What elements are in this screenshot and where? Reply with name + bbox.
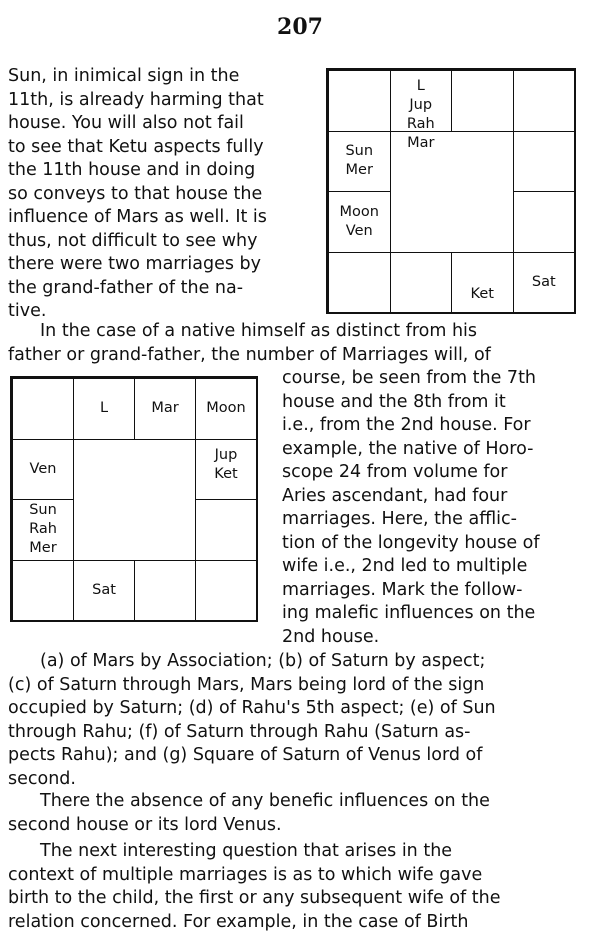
planet-label: Rah: [29, 521, 57, 538]
text-line: tive.: [8, 301, 47, 321]
chart-house-r2c3: [195, 499, 257, 561]
planet-label: Ven: [29, 460, 57, 477]
chart-house-r0c2: [451, 70, 514, 132]
text-line: (c) of Saturn through Mars, Mars being lord of the sign: [8, 674, 485, 695]
chart-house-r1c3: [195, 439, 257, 501]
planet-label: Rah: [406, 116, 435, 132]
text-line: thus, not difficult to see why: [8, 230, 258, 251]
horoscope-chart-1: [326, 68, 576, 314]
text-line: tion of the longevity house of: [282, 532, 540, 553]
text-line: context of multiple marriages is as to which wife gave: [8, 864, 483, 885]
chart-house-r0c1: [73, 378, 135, 440]
planet-label: Moon: [206, 400, 246, 417]
planet-label: Mar: [151, 400, 179, 417]
middle-paragraph-start: [8, 320, 593, 367]
text-line: scope 24 from volume for: [282, 462, 508, 482]
chart-center: [390, 131, 513, 252]
planet-label: Sun: [345, 143, 374, 160]
text-line: Sun, in inimical sign in the: [8, 66, 240, 86]
text-line: marriages. Mark the follow-: [282, 579, 523, 600]
chart-center: [73, 439, 195, 560]
chart-house-r2c0: [328, 191, 391, 253]
planet-label: Moon: [339, 203, 379, 220]
text-line: wife i.e., 2nd led to multiple: [282, 556, 528, 576]
chart-house-r3c2: [451, 252, 514, 314]
chart-house-r3c2: [134, 560, 196, 622]
text-line: relation concerned. For example, in the case of Birth: [8, 911, 469, 932]
influences-paragraph: [8, 650, 593, 791]
planet-label: Mer: [29, 540, 57, 557]
text-line: example, the native of Horo-: [282, 438, 534, 459]
planet-label: Ket: [214, 465, 238, 482]
chart-house-r1c3: [513, 131, 576, 193]
text-line: i.e., from the 2nd house. For: [282, 415, 531, 435]
chart-house-r3c1: [390, 252, 453, 314]
planet-label: Sat: [531, 273, 556, 290]
text-line: house. You will also not fail: [8, 113, 244, 133]
planet-label: Sat: [92, 581, 116, 598]
planet-label: Sun: [29, 502, 57, 519]
next-paragraph: [8, 840, 593, 934]
absence-paragraph: [8, 790, 593, 837]
planet-label: Mer: [345, 162, 373, 179]
chart-house-r3c0: [12, 560, 74, 622]
chart-house-r0c1: [390, 70, 453, 151]
planet-label: L: [99, 400, 109, 417]
text-line: occupied by Saturn; (d) of Rahu's 5th aspect; (e) of Sun: [8, 698, 496, 718]
text-line: father or grand-father, the number of Marriages will, of: [8, 344, 491, 365]
chart-house-r0c3: [195, 378, 257, 440]
text-line: birth to the child, the first or any subsequent wife of the: [8, 888, 501, 908]
text-line: 11th, is already harming that: [8, 89, 264, 110]
text-line: Aries ascendant, had four: [282, 485, 508, 506]
chart-house-r0c3: [513, 70, 576, 132]
text-line: There the absence of any benefic influences on the: [40, 791, 490, 811]
text-line: (a) of Mars by Association; (b) of Saturn by aspect;: [40, 651, 486, 671]
intro-paragraph: [8, 65, 308, 324]
chart-house-r0c0: [12, 378, 74, 440]
planet-label: L: [416, 78, 425, 94]
text-line: the grand-father of the na-: [8, 277, 244, 298]
text-line: The next interesting question that arises in the: [40, 841, 453, 861]
chart-house-r3c0: [328, 252, 391, 314]
text-line: house and the 8th from it: [282, 391, 506, 412]
horoscope-chart-2: [10, 376, 258, 622]
text-line: 2nd house.: [282, 626, 380, 647]
text-line: course, be seen from the 7th: [282, 368, 537, 388]
text-line: through Rahu; (f) of Saturn through Rahu (Saturn as-: [8, 721, 471, 742]
planet-label: Mar: [407, 135, 435, 151]
chart-house-r3c1: [73, 560, 135, 622]
chart-house-r3c3: [195, 560, 257, 622]
planet-label: Jup: [214, 446, 238, 463]
text-line: to see that Ketu aspects fully: [8, 136, 264, 157]
chart-house-r0c2: [134, 378, 196, 440]
middle-paragraph-side: [282, 367, 582, 649]
chart-house-r2c3: [513, 191, 576, 253]
text-line: influence of Mars as well. It is: [8, 207, 267, 227]
text-line: ing malefic influences on the: [282, 603, 536, 623]
chart-house-r3c3: [513, 252, 576, 314]
text-line: there were two marriages by: [8, 254, 261, 274]
text-line: second.: [8, 768, 76, 789]
chart-house-r1c0: [328, 131, 391, 193]
text-line: pects Rahu); and (g) Square of Saturn of Venus lord of: [8, 745, 483, 765]
chart-house-r2c0: [12, 499, 74, 561]
text-line: so conveys to that house the: [8, 183, 263, 204]
planet-label: Ven: [345, 222, 373, 239]
chart-house-r0c0: [328, 70, 391, 132]
page-number: 207: [277, 14, 323, 40]
planet-label: Jup: [409, 97, 433, 113]
text-line: In the case of a native himself as distinct from his: [40, 321, 478, 341]
text-line: the 11th house and in doing: [8, 160, 256, 180]
planet-label: Ket: [470, 286, 494, 302]
text-line: second house or its lord Venus.: [8, 814, 282, 835]
chart-house-r1c0: [12, 439, 74, 501]
text-line: marriages. Here, the afflic-: [282, 509, 517, 529]
